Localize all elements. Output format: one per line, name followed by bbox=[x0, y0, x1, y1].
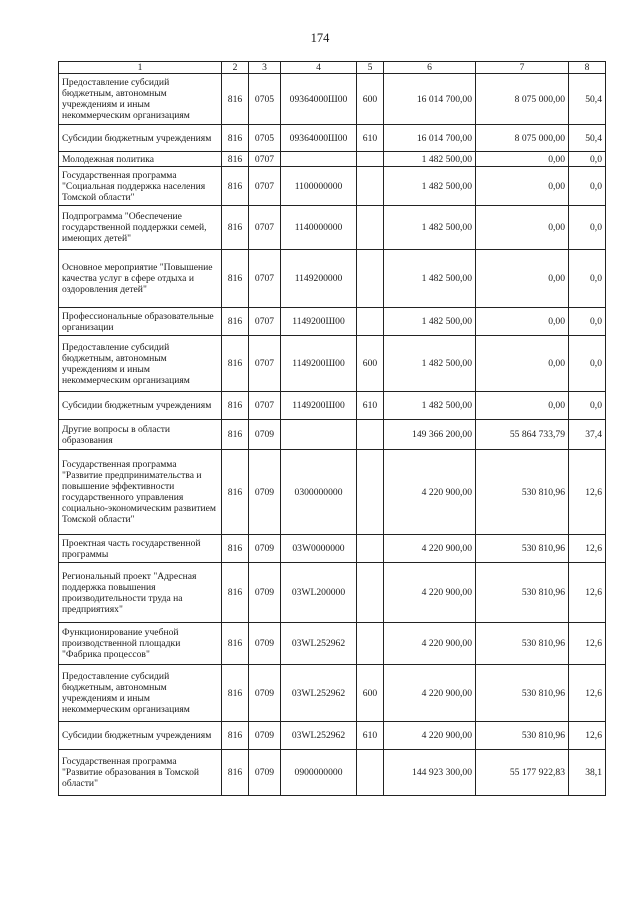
cell-ministry-code: 816 bbox=[222, 535, 249, 563]
cell-ministry-code: 816 bbox=[222, 722, 249, 750]
table-row bbox=[59, 535, 606, 563]
header-row bbox=[59, 62, 606, 74]
cell-percent: 0,0 bbox=[569, 206, 606, 250]
table-body bbox=[59, 74, 606, 796]
cell-planned: 4 220 900,00 bbox=[384, 563, 476, 623]
cell-planned: 4 220 900,00 bbox=[384, 450, 476, 535]
row-name: Проектная часть государственной программы bbox=[59, 535, 222, 563]
table-row bbox=[59, 336, 606, 392]
cell-target-code: 1149200Ш00 bbox=[281, 308, 357, 336]
cell-target-code: 03WL252962 bbox=[281, 623, 357, 665]
cell-section-code: 0707 bbox=[249, 167, 281, 206]
cell-target-code bbox=[281, 152, 357, 167]
cell-planned: 1 482 500,00 bbox=[384, 392, 476, 420]
cell-section-code: 0705 bbox=[249, 125, 281, 152]
cell-planned: 1 482 500,00 bbox=[384, 336, 476, 392]
cell-ministry-code: 816 bbox=[222, 392, 249, 420]
cell-percent: 50,4 bbox=[569, 74, 606, 125]
cell-executed: 55 177 922,83 bbox=[476, 750, 569, 796]
row-name: Другие вопросы в области образования bbox=[59, 420, 222, 450]
cell-section-code: 0707 bbox=[249, 336, 281, 392]
cell-executed: 0,00 bbox=[476, 167, 569, 206]
table-row bbox=[59, 450, 606, 535]
cell-executed: 530 810,96 bbox=[476, 623, 569, 665]
cell-ministry-code: 816 bbox=[222, 308, 249, 336]
table-row bbox=[59, 665, 606, 722]
cell-executed: 55 864 733,79 bbox=[476, 420, 569, 450]
table-row bbox=[59, 206, 606, 250]
cell-executed: 0,00 bbox=[476, 250, 569, 308]
cell-expense-type bbox=[357, 152, 384, 167]
row-name: Профессиональные образовательные организации bbox=[59, 308, 222, 336]
cell-ministry-code: 816 bbox=[222, 750, 249, 796]
row-name: Основное мероприятие "Повышение качества услуг в сфере отдыха и оздоровления детей" bbox=[59, 250, 222, 308]
cell-section-code: 0707 bbox=[249, 392, 281, 420]
row-name: Государственная программа "Социальная поддержка населения Томской области" bbox=[59, 167, 222, 206]
column-header: 5 bbox=[357, 62, 384, 74]
cell-ministry-code: 816 bbox=[222, 167, 249, 206]
table-row bbox=[59, 420, 606, 450]
column-header: 8 bbox=[569, 62, 606, 74]
cell-percent: 12,6 bbox=[569, 535, 606, 563]
cell-expense-type: 610 bbox=[357, 722, 384, 750]
cell-expense-type bbox=[357, 308, 384, 336]
table-row bbox=[59, 74, 606, 125]
row-name: Функционирование учебной производственной площадки "Фабрика процессов" bbox=[59, 623, 222, 665]
cell-target-code: 0900000000 bbox=[281, 750, 357, 796]
cell-ministry-code: 816 bbox=[222, 206, 249, 250]
column-header: 1 bbox=[59, 62, 222, 74]
cell-planned: 1 482 500,00 bbox=[384, 250, 476, 308]
cell-target-code: 09364000Ш00 bbox=[281, 74, 357, 125]
cell-executed: 8 075 000,00 bbox=[476, 74, 569, 125]
cell-expense-type bbox=[357, 623, 384, 665]
cell-section-code: 0707 bbox=[249, 250, 281, 308]
cell-executed: 0,00 bbox=[476, 152, 569, 167]
table-row bbox=[59, 750, 606, 796]
cell-ministry-code: 816 bbox=[222, 420, 249, 450]
cell-percent: 0,0 bbox=[569, 167, 606, 206]
cell-percent: 12,6 bbox=[569, 563, 606, 623]
cell-percent: 0,0 bbox=[569, 250, 606, 308]
cell-target-code: 0300000000 bbox=[281, 450, 357, 535]
cell-expense-type: 600 bbox=[357, 336, 384, 392]
row-name: Региональный проект "Адресная поддержка повышения производительности труда на предприятиях" bbox=[59, 563, 222, 623]
cell-target-code: 09364000Ш00 bbox=[281, 125, 357, 152]
cell-percent: 12,6 bbox=[569, 623, 606, 665]
cell-executed: 530 810,96 bbox=[476, 450, 569, 535]
cell-planned: 16 014 700,00 bbox=[384, 74, 476, 125]
cell-expense-type bbox=[357, 420, 384, 450]
cell-ministry-code: 816 bbox=[222, 623, 249, 665]
cell-section-code: 0709 bbox=[249, 750, 281, 796]
cell-section-code: 0709 bbox=[249, 450, 281, 535]
cell-percent: 12,6 bbox=[569, 722, 606, 750]
table-row bbox=[59, 152, 606, 167]
cell-target-code: 03WL200000 bbox=[281, 563, 357, 623]
column-header: 2 bbox=[222, 62, 249, 74]
table-row bbox=[59, 392, 606, 420]
cell-expense-type: 610 bbox=[357, 125, 384, 152]
cell-planned: 16 014 700,00 bbox=[384, 125, 476, 152]
cell-planned: 1 482 500,00 bbox=[384, 206, 476, 250]
cell-section-code: 0709 bbox=[249, 665, 281, 722]
cell-ministry-code: 816 bbox=[222, 74, 249, 125]
cell-planned: 4 220 900,00 bbox=[384, 665, 476, 722]
table-row bbox=[59, 167, 606, 206]
cell-section-code: 0709 bbox=[249, 623, 281, 665]
cell-executed: 8 075 000,00 bbox=[476, 125, 569, 152]
cell-executed: 0,00 bbox=[476, 206, 569, 250]
cell-percent: 37,4 bbox=[569, 420, 606, 450]
cell-expense-type: 610 bbox=[357, 392, 384, 420]
cell-percent: 50,4 bbox=[569, 125, 606, 152]
cell-executed: 530 810,96 bbox=[476, 665, 569, 722]
cell-planned: 4 220 900,00 bbox=[384, 722, 476, 750]
cell-target-code: 03WL252962 bbox=[281, 722, 357, 750]
column-header: 6 bbox=[384, 62, 476, 74]
row-name: Государственная программа "Развитие предпринимательства и повышение эффективности государственного управления социально-экономическим развитием Томской области" bbox=[59, 450, 222, 535]
cell-target-code: 1100000000 bbox=[281, 167, 357, 206]
cell-ministry-code: 816 bbox=[222, 450, 249, 535]
row-name: Субсидии бюджетным учреждениям bbox=[59, 125, 222, 152]
row-name: Предоставление субсидий бюджетным, автономным учреждениям и иным некоммерческим организациям bbox=[59, 336, 222, 392]
cell-target-code: 03W0000000 bbox=[281, 535, 357, 563]
cell-section-code: 0707 bbox=[249, 206, 281, 250]
cell-expense-type: 600 bbox=[357, 665, 384, 722]
cell-expense-type bbox=[357, 206, 384, 250]
cell-percent: 38,1 bbox=[569, 750, 606, 796]
row-name: Государственная программа "Развитие образования в Томской области" bbox=[59, 750, 222, 796]
cell-expense-type bbox=[357, 450, 384, 535]
cell-section-code: 0709 bbox=[249, 722, 281, 750]
cell-expense-type bbox=[357, 535, 384, 563]
cell-planned: 144 923 300,00 bbox=[384, 750, 476, 796]
cell-planned: 149 366 200,00 bbox=[384, 420, 476, 450]
cell-percent: 0,0 bbox=[569, 336, 606, 392]
cell-target-code: 1149200Ш00 bbox=[281, 392, 357, 420]
table-row bbox=[59, 563, 606, 623]
cell-section-code: 0709 bbox=[249, 563, 281, 623]
cell-planned: 4 220 900,00 bbox=[384, 535, 476, 563]
table-row bbox=[59, 250, 606, 308]
cell-section-code: 0705 bbox=[249, 74, 281, 125]
row-name: Предоставление субсидий бюджетным, автономным учреждениям и иным некоммерческим организациям bbox=[59, 665, 222, 722]
row-name: Предоставление субсидий бюджетным, автономным учреждениям и иным некоммерческим организациям bbox=[59, 74, 222, 125]
cell-planned: 1 482 500,00 bbox=[384, 167, 476, 206]
cell-expense-type bbox=[357, 167, 384, 206]
column-header: 3 bbox=[249, 62, 281, 74]
column-header: 7 bbox=[476, 62, 569, 74]
cell-ministry-code: 816 bbox=[222, 152, 249, 167]
cell-ministry-code: 816 bbox=[222, 125, 249, 152]
cell-target-code: 1140000000 bbox=[281, 206, 357, 250]
cell-percent: 0,0 bbox=[569, 308, 606, 336]
cell-expense-type bbox=[357, 250, 384, 308]
cell-executed: 530 810,96 bbox=[476, 722, 569, 750]
cell-section-code: 0707 bbox=[249, 152, 281, 167]
cell-section-code: 0709 bbox=[249, 420, 281, 450]
cell-planned: 1 482 500,00 bbox=[384, 308, 476, 336]
cell-target-code bbox=[281, 420, 357, 450]
cell-planned: 1 482 500,00 bbox=[384, 152, 476, 167]
cell-executed: 0,00 bbox=[476, 392, 569, 420]
cell-executed: 530 810,96 bbox=[476, 535, 569, 563]
row-name: Подпрограмма "Обеспечение государственной поддержки семей, имеющих детей" bbox=[59, 206, 222, 250]
cell-target-code: 1149200Ш00 bbox=[281, 336, 357, 392]
column-header: 4 bbox=[281, 62, 357, 74]
cell-section-code: 0707 bbox=[249, 308, 281, 336]
cell-executed: 530 810,96 bbox=[476, 563, 569, 623]
cell-percent: 12,6 bbox=[569, 450, 606, 535]
cell-ministry-code: 816 bbox=[222, 563, 249, 623]
row-name: Молодежная политика bbox=[59, 152, 222, 167]
table-row bbox=[59, 308, 606, 336]
cell-ministry-code: 816 bbox=[222, 250, 249, 308]
table-row bbox=[59, 623, 606, 665]
cell-section-code: 0709 bbox=[249, 535, 281, 563]
cell-expense-type bbox=[357, 563, 384, 623]
table-row bbox=[59, 722, 606, 750]
cell-target-code: 03WL252962 bbox=[281, 665, 357, 722]
cell-percent: 12,6 bbox=[569, 665, 606, 722]
cell-percent: 0,0 bbox=[569, 392, 606, 420]
cell-ministry-code: 816 bbox=[222, 665, 249, 722]
cell-expense-type: 600 bbox=[357, 74, 384, 125]
cell-executed: 0,00 bbox=[476, 308, 569, 336]
cell-target-code: 1149200000 bbox=[281, 250, 357, 308]
row-name: Субсидии бюджетным учреждениям bbox=[59, 722, 222, 750]
page-number: 174 bbox=[310, 31, 330, 45]
budget-table bbox=[58, 61, 606, 796]
cell-expense-type bbox=[357, 750, 384, 796]
row-name: Субсидии бюджетным учреждениям bbox=[59, 392, 222, 420]
table-row bbox=[59, 125, 606, 152]
cell-planned: 4 220 900,00 bbox=[384, 623, 476, 665]
cell-executed: 0,00 bbox=[476, 336, 569, 392]
cell-percent: 0,0 bbox=[569, 152, 606, 167]
cell-ministry-code: 816 bbox=[222, 336, 249, 392]
